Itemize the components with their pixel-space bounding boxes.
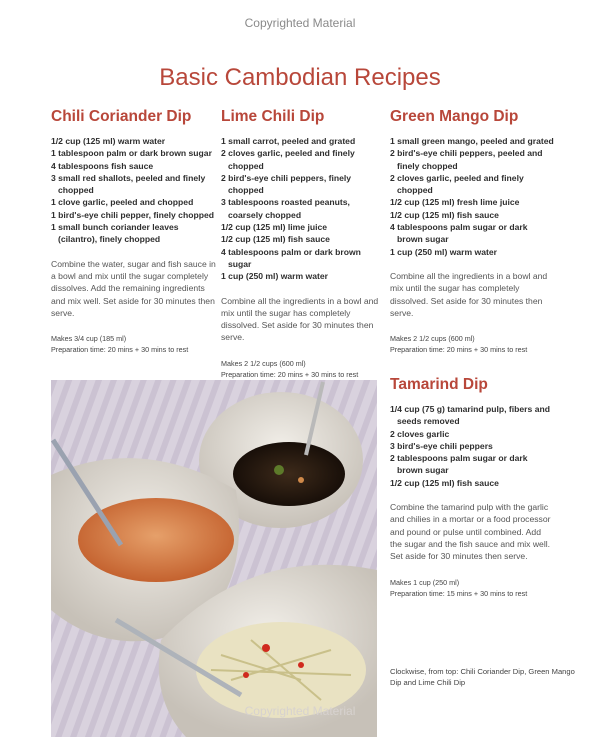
- ingredient: 2 tablespoons palm sugar or dark brown sugar: [390, 453, 528, 476]
- recipe-meta: [390, 333, 555, 355]
- ingredient: 1/2 cup (125 ml) fish sauce: [221, 234, 330, 245]
- ingredient: 1 small bunch coriander leaves (cilantro), finely chopped: [51, 222, 179, 245]
- ingredient: 4 tablespoons palm sugar or dark brown sugar: [390, 222, 528, 245]
- recipe-method: Combine the water, sugar and fish sauce in a bowl and mix until the sugar completely dissolves. Add the remaining ingredients and mix well. Set aside for 30 minutes then serve.: [51, 258, 216, 318]
- ingredient: 1 small carrot, peeled and grated: [221, 136, 356, 146]
- recipe-yield: Makes 3/4 cup (185 ml): [51, 334, 127, 344]
- ingredient: 1/2 cup (125 ml) fish sauce: [390, 477, 499, 488]
- ingredient: 1/2 cup (125 ml) lime juice: [221, 222, 328, 233]
- recipe-yield: Makes 2 1/2 cups (600 ml): [221, 358, 306, 368]
- ingredient: 1/2 cup (125 ml) fish sauce: [390, 209, 499, 220]
- ingredient-list: [390, 403, 555, 489]
- recipe-lime-chili: [221, 108, 386, 380]
- recipe-meta: [390, 577, 555, 599]
- recipe-chili-coriander: [51, 108, 216, 355]
- recipe-meta: [221, 358, 386, 380]
- ingredient: 1 tablespoon palm or dark brown sugar: [51, 148, 212, 159]
- ingredient: 1 clove garlic, peeled and chopped: [51, 197, 194, 208]
- watermark-bottom: Copyrighted Material: [244, 704, 356, 718]
- recipe-method: Combine all the ingredients in a bowl and mix until the sugar has completely dissolved. Set aside for 30 minutes then serve.: [221, 295, 379, 343]
- ingredient: 1 cup (250 ml) warm water: [390, 246, 497, 257]
- ingredient: 2 cloves garlic, peeled and finely chopped: [221, 148, 355, 171]
- sauce-dark: [233, 442, 345, 506]
- page-title: Basic Cambodian Recipes: [159, 64, 441, 91]
- recipe-title: Green Mango Dip: [390, 108, 519, 125]
- ingredient: 3 tablespoons roasted peanuts, coarsely chopped: [221, 197, 350, 220]
- ingredient: 1/2 cup (125 ml) warm water: [51, 136, 166, 146]
- recipe-tamarind: [390, 376, 555, 599]
- recipe-prep-time: Preparation time: 20 mins + 30 mins to rest: [221, 369, 359, 379]
- recipe-yield: Makes 2 1/2 cups (600 ml): [390, 334, 475, 344]
- photo-caption: Clockwise, from top: Chili Coriander Dip, Green Mango Dip and Lime Chili Dip: [390, 667, 575, 687]
- ingredient: 1/4 cup (75 g) tamarind pulp, fibers and seeds removed: [390, 404, 550, 427]
- ingredient: 4 tablespoons palm or dark brown sugar: [221, 246, 361, 269]
- ingredient: 1 bird's-eye chili pepper, finely chopped: [51, 209, 214, 220]
- dips-photo: [51, 380, 377, 737]
- ingredient: 4 tablespoons fish sauce: [51, 160, 154, 171]
- recipe-title: Tamarind Dip: [390, 376, 488, 393]
- recipe-method: Combine the tamarind pulp with the garlic and chilies in a mortar or a food processor and pound or pulse until combined. Add the sugar and the fish sauce and mix well. Set aside for 30 minutes then serve.: [390, 502, 551, 562]
- ingredient: 2 cloves garlic, peeled and finely chopped: [390, 172, 524, 196]
- ingredient-list: [390, 135, 555, 258]
- recipe-title: Chili Coriander Dip: [51, 108, 192, 125]
- ingredient: 2 cloves garlic: [390, 428, 450, 439]
- recipe-meta: [51, 333, 216, 355]
- recipe-yield: Makes 1 cup (250 ml): [390, 577, 460, 587]
- ingredient: 1 cup (250 ml) warm water: [221, 271, 328, 282]
- dips-photo-illustration: [51, 380, 377, 737]
- recipe-method: Combine all the ingredients in a bowl and mix until the sugar has completely dissolved. Set aside for 30 minutes then serve.: [390, 270, 548, 318]
- recipe-green-mango: [390, 108, 555, 355]
- ingredient: 2 bird's-eye chili peppers, peeled and finely chopped: [390, 148, 543, 171]
- ingredient: 2 bird's-eye chili peppers, finely chopped: [221, 172, 352, 196]
- ingredient-list: [221, 135, 386, 283]
- ingredient: 3 bird's-eye chili peppers: [390, 440, 493, 451]
- recipe-prep-time: Preparation time: 15 mins + 30 mins to rest: [390, 588, 528, 598]
- ingredient: 1 small green mango, peeled and grated: [390, 136, 554, 146]
- recipe-prep-time: Preparation time: 20 mins + 30 mins to rest: [51, 345, 189, 355]
- watermark-top: Copyrighted Material: [244, 16, 356, 30]
- recipe-title: Lime Chili Dip: [221, 108, 325, 125]
- ingredient: 1/2 cup (125 ml) fresh lime juice: [390, 197, 520, 208]
- ingredient: 3 small red shallots, peeled and finely chopped: [51, 172, 206, 196]
- ingredient-list: [51, 135, 216, 246]
- recipe-prep-time: Preparation time: 20 mins + 30 mins to rest: [390, 345, 528, 355]
